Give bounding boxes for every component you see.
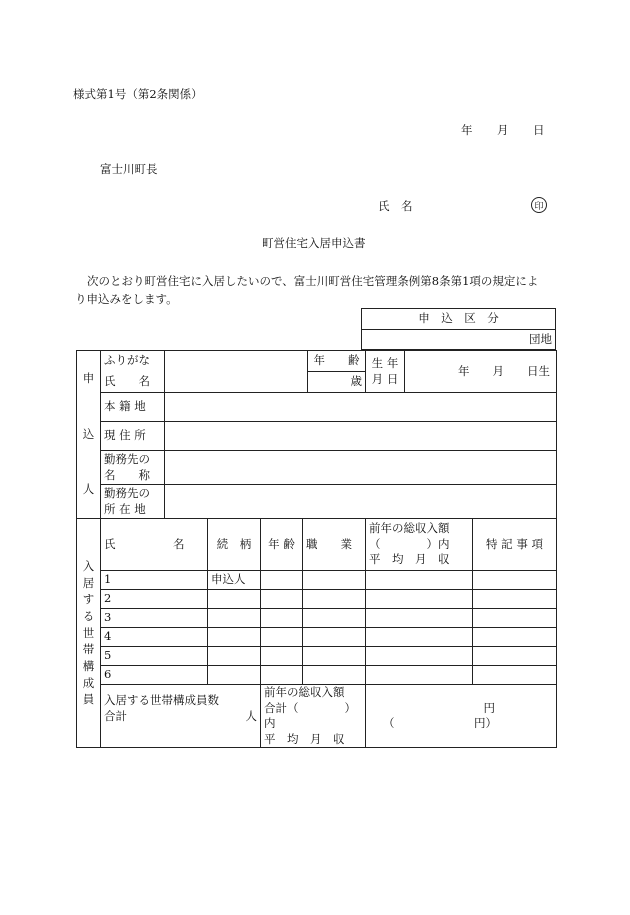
total-income-line2: 合計（ ）内 bbox=[264, 700, 356, 731]
age-field[interactable] bbox=[261, 571, 303, 590]
category-header: 申 込 区 分 bbox=[362, 309, 556, 330]
table-row bbox=[77, 590, 557, 609]
applicant-side-label bbox=[77, 351, 101, 519]
seal-icon: 印 bbox=[531, 197, 547, 213]
notes-field[interactable] bbox=[473, 590, 557, 609]
row-number: 2 bbox=[101, 590, 208, 609]
notes-field[interactable] bbox=[473, 647, 557, 666]
average-yen bbox=[369, 716, 553, 732]
dob-label-line1: 生 年 bbox=[371, 355, 399, 370]
job-field[interactable] bbox=[303, 590, 366, 609]
workplace-name-field[interactable] bbox=[165, 451, 557, 485]
col-income-line3: 平 均 月 収 bbox=[369, 552, 450, 567]
row-number: 3 bbox=[101, 609, 208, 628]
table-row bbox=[77, 647, 557, 666]
side-char: 入 bbox=[82, 559, 95, 573]
job-field[interactable] bbox=[303, 647, 366, 666]
member-count-total-label: 合計 bbox=[104, 708, 127, 723]
age-field[interactable] bbox=[261, 609, 303, 628]
dob-label-line2: 月 日 bbox=[371, 371, 399, 386]
income-field[interactable] bbox=[366, 628, 473, 647]
side-char: 成 bbox=[82, 675, 95, 690]
applicant-name-label: 氏 名 bbox=[378, 199, 413, 213]
side-char: 構 bbox=[82, 659, 95, 674]
job-field[interactable] bbox=[303, 628, 366, 647]
member-count-total bbox=[104, 709, 257, 725]
furigana-label: ふりがな bbox=[101, 351, 165, 372]
relation-field[interactable] bbox=[208, 628, 261, 647]
notes-field[interactable] bbox=[473, 571, 557, 590]
age-field[interactable] bbox=[261, 628, 303, 647]
dob-label bbox=[366, 351, 405, 393]
intro-line-2: り申込みをします。 bbox=[75, 292, 178, 306]
category-table bbox=[361, 308, 556, 350]
intro-line-1: 次のとおり町営住宅に入居したいので、富士川町営住宅管理条例第8条第1項の規定によ bbox=[87, 274, 539, 288]
income-field[interactable] bbox=[366, 590, 473, 609]
name-label: 氏 名 bbox=[101, 372, 165, 393]
job-field[interactable] bbox=[303, 571, 366, 590]
side-char: 世 bbox=[82, 625, 95, 640]
income-field[interactable] bbox=[366, 666, 473, 685]
workplace-address-label-line2: 所 在 地 bbox=[104, 501, 146, 516]
household-table bbox=[76, 518, 557, 748]
date-month: 月 bbox=[497, 123, 509, 137]
table-row bbox=[77, 666, 557, 685]
age-field[interactable] bbox=[261, 666, 303, 685]
workplace-name-label bbox=[101, 451, 165, 485]
domicile-field[interactable] bbox=[165, 393, 557, 422]
relation-field[interactable]: 申込人 bbox=[208, 571, 261, 590]
workplace-address-field[interactable] bbox=[165, 485, 557, 519]
side-char: す bbox=[82, 592, 95, 607]
age-field[interactable] bbox=[261, 647, 303, 666]
side-char: 居 bbox=[82, 575, 95, 590]
total-income-label bbox=[261, 685, 366, 748]
side-char: 申 bbox=[82, 371, 95, 386]
table-row bbox=[77, 571, 557, 590]
row-number: 1 bbox=[101, 571, 208, 590]
income-field[interactable] bbox=[366, 571, 473, 590]
side-char: る bbox=[82, 609, 95, 624]
workplace-name-label-line1: 勤務先の bbox=[104, 451, 150, 466]
col-income-line1: 前年の総収入額 bbox=[369, 521, 450, 536]
addressee: 富士川町長 bbox=[100, 162, 158, 176]
col-relation: 続 柄 bbox=[208, 519, 261, 571]
relation-field[interactable] bbox=[208, 590, 261, 609]
income-field[interactable] bbox=[366, 647, 473, 666]
notes-field[interactable] bbox=[473, 666, 557, 685]
side-char: 帯 bbox=[82, 642, 95, 657]
total-income-line1: 前年の総収入額 bbox=[264, 685, 345, 699]
job-field[interactable] bbox=[303, 666, 366, 685]
member-count-cell[interactable] bbox=[101, 685, 261, 748]
side-char: 込 bbox=[82, 426, 95, 441]
member-count-unit: 人 bbox=[245, 708, 257, 723]
date-day: 日 bbox=[533, 123, 545, 137]
workplace-address-label-line1: 勤務先の bbox=[104, 485, 150, 500]
col-income-line2: （ ）内 bbox=[369, 536, 450, 551]
age-label: 年 齢 bbox=[308, 351, 366, 372]
table-row bbox=[77, 609, 557, 628]
notes-field[interactable] bbox=[473, 609, 557, 628]
domicile-label: 本 籍 地 bbox=[101, 393, 165, 422]
form-title: 町営住宅入居申込書 bbox=[262, 236, 366, 250]
col-notes: 特 記 事 項 bbox=[473, 519, 557, 571]
row-number: 4 bbox=[101, 628, 208, 647]
relation-field[interactable] bbox=[208, 666, 261, 685]
col-job: 職 業 bbox=[303, 519, 366, 571]
member-count-label: 入居する世帯構成員数 bbox=[104, 693, 219, 707]
average-yen-close: 円） bbox=[474, 716, 497, 731]
category-value[interactable]: 団地 bbox=[362, 330, 556, 350]
col-income bbox=[366, 519, 473, 571]
dob-field[interactable]: 年 月 日生 bbox=[405, 351, 557, 393]
job-field[interactable] bbox=[303, 609, 366, 628]
seal-mark bbox=[531, 197, 547, 213]
average-yen-open: （ bbox=[383, 716, 395, 731]
household-side-label bbox=[77, 519, 101, 748]
side-char: 員 bbox=[82, 692, 95, 707]
relation-field[interactable] bbox=[208, 647, 261, 666]
workplace-address-label bbox=[101, 485, 165, 519]
income-field[interactable] bbox=[366, 609, 473, 628]
col-name: 氏 名 bbox=[101, 519, 208, 571]
age-field[interactable]: 歳 bbox=[308, 372, 366, 393]
age-field[interactable] bbox=[261, 590, 303, 609]
address-field[interactable] bbox=[165, 422, 557, 451]
col-age: 年 齢 bbox=[261, 519, 303, 571]
relation-field[interactable] bbox=[208, 609, 261, 628]
date-year: 年 bbox=[461, 123, 473, 137]
total-income-field[interactable] bbox=[366, 685, 557, 748]
workplace-name-label-line2: 名 称 bbox=[104, 467, 150, 482]
applicant-name-field[interactable] bbox=[165, 351, 308, 393]
row-number: 5 bbox=[101, 647, 208, 666]
total-yen: 円 bbox=[483, 700, 495, 715]
applicant-table bbox=[76, 350, 557, 519]
row-number: 6 bbox=[101, 666, 208, 685]
table-row bbox=[77, 628, 557, 647]
form-number: 様式第1号（第2条関係） bbox=[73, 87, 203, 101]
address-label: 現 住 所 bbox=[101, 422, 165, 451]
side-char: 人 bbox=[82, 482, 95, 497]
notes-field[interactable] bbox=[473, 628, 557, 647]
total-income-line3: 平 均 月 収 bbox=[264, 731, 345, 746]
